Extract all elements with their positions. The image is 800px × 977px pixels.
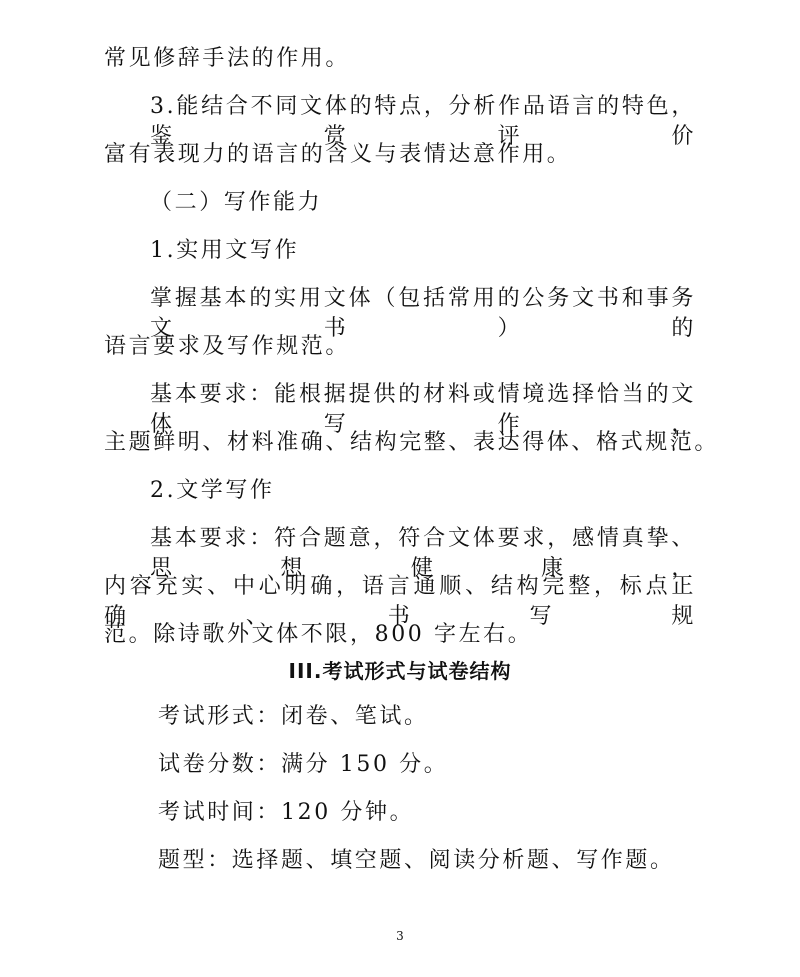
page-number: 3 (396, 929, 404, 943)
subsection-title: （二）写作能力 (150, 190, 323, 215)
item-title: 2.文学写作 (150, 478, 275, 503)
paragraph-line: 主题鲜明、材料准确、结构完整、表达得体、格式规范。 (104, 430, 720, 455)
exam-info-item: 考试时间：120 分钟。 (158, 800, 415, 825)
exam-info-item: 试卷分数：满分 150 分。 (158, 752, 449, 777)
paragraph-line: 内容充实、中心明确，语言通顺、结构完整，标点正确、书写规 (104, 574, 696, 629)
paragraph-line: 语言要求及写作规范。 (104, 334, 351, 359)
paragraph-line: 范。除诗歌外文体不限，800 字左右。 (104, 622, 533, 647)
exam-info-item: 考试形式：闭卷、笔试。 (158, 704, 429, 729)
paragraph-line: 富有表现力的语言的含义与表情达意作用。 (104, 142, 572, 167)
paragraph-line: 基本要求：能根据提供的材料或情境选择恰当的文体写作， (150, 382, 696, 437)
item-title: 1.实用文写作 (150, 238, 300, 263)
paragraph-line: 3.能结合不同文体的特点，分析作品语言的特色，鉴赏评价 (150, 94, 696, 149)
exam-info-item: 题型：选择题、填空题、阅读分析题、写作题。 (158, 848, 675, 873)
section-heading: III.考试形式与试卷结构 (288, 659, 512, 683)
paragraph-line: 常见修辞手法的作用。 (104, 46, 351, 71)
paragraph-line: 掌握基本的实用文体（包括常用的公务文书和事务文书）的 (150, 286, 696, 341)
paragraph-line: 基本要求：符合题意，符合文体要求，感情真挚、思想健康， (150, 526, 696, 581)
